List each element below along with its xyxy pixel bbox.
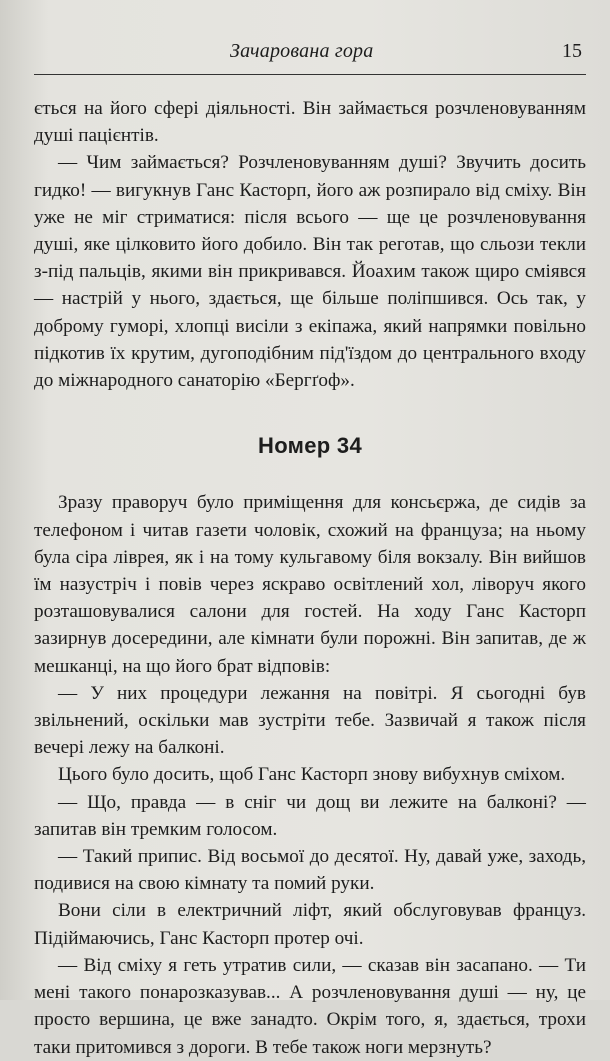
- paragraph: — У них процедури лежання на повітрі. Я сьогодні був звільнений, оскільки мав зустріти тебе. Зазвичай я також після вечері лежу на балконі.: [34, 682, 586, 759]
- page-number: 15: [562, 40, 582, 62]
- header-rule: [34, 74, 586, 75]
- running-head: [34, 40, 586, 66]
- paragraph: ється на його сфері діяльності. Він займається розчленовуванням душі пацієнтів.: [34, 98, 586, 147]
- paragraph: Зразу праворуч було приміщення для консьєржа, де сидів за телефоном і читав газети чоловік, схожий на француза; на ньому була сіра ліврея, як і на тому кульгавому біля вокзалу. Він вийшов їм назустріч і повів через яскраво освітлений хол, ліворуч якого розташовувалися салони для гостей. На ходу Ганс Касторп зазирнув досередини, але кімнати були порожні. Він запитав, де ж мешканці, на що його брат відповів:: [34, 492, 586, 677]
- paragraph: Цього було досить, щоб Ганс Касторп знову вибухнув сміхом.: [58, 764, 566, 786]
- paragraph: — Від сміху я геть утратив сили, — сказав він засапано. — Ти мені такого понарозказував... А розчленовування душі — ну, це просто вершина, це вже занадто. Окрім того, я, здається, трохи таки притомився з дороги. В тебе також ноги мерзнуть?: [34, 954, 586, 1058]
- paragraph: Вони сіли в електричний ліфт, який обслуговував француз. Підіймаючись, Ганс Касторп протер очі.: [34, 900, 586, 949]
- paragraph: — Що, правда — в сніг чи дощ ви лежите на балконі? — запитав він тремким голосом.: [34, 791, 586, 840]
- chapter-heading: Номер 34: [258, 433, 362, 459]
- paragraph: — Такий припис. Від восьмої до десятої. Ну, давай уже, заходь, подивися на свою кімнату та помий руки.: [34, 846, 586, 895]
- body-text: [34, 95, 586, 1061]
- paragraph: — Чим займається? Розчленовуванням душі? Звучить досить гидко! — вигукнув Ганс Касторп, його аж розпирало від сміху. Він уже не міг стриматися: після всього — ще це розчленовування душі, яке цілковито його добило. Він так реготав, що сльози текли з-під пальців, якими він прикривався. Йоахим також щиро сміявся — настрій у нього, здається, ще більше поліпшився. Ось так, у доброму гуморі, хлопці висіли з екіпажа, який напрямки повільно підкотив їх крутим, дугоподібним під'їздом до центрального входу до міжнародного санаторію «Бергґоф».: [34, 152, 586, 392]
- running-title: Зачарована гора: [230, 40, 374, 62]
